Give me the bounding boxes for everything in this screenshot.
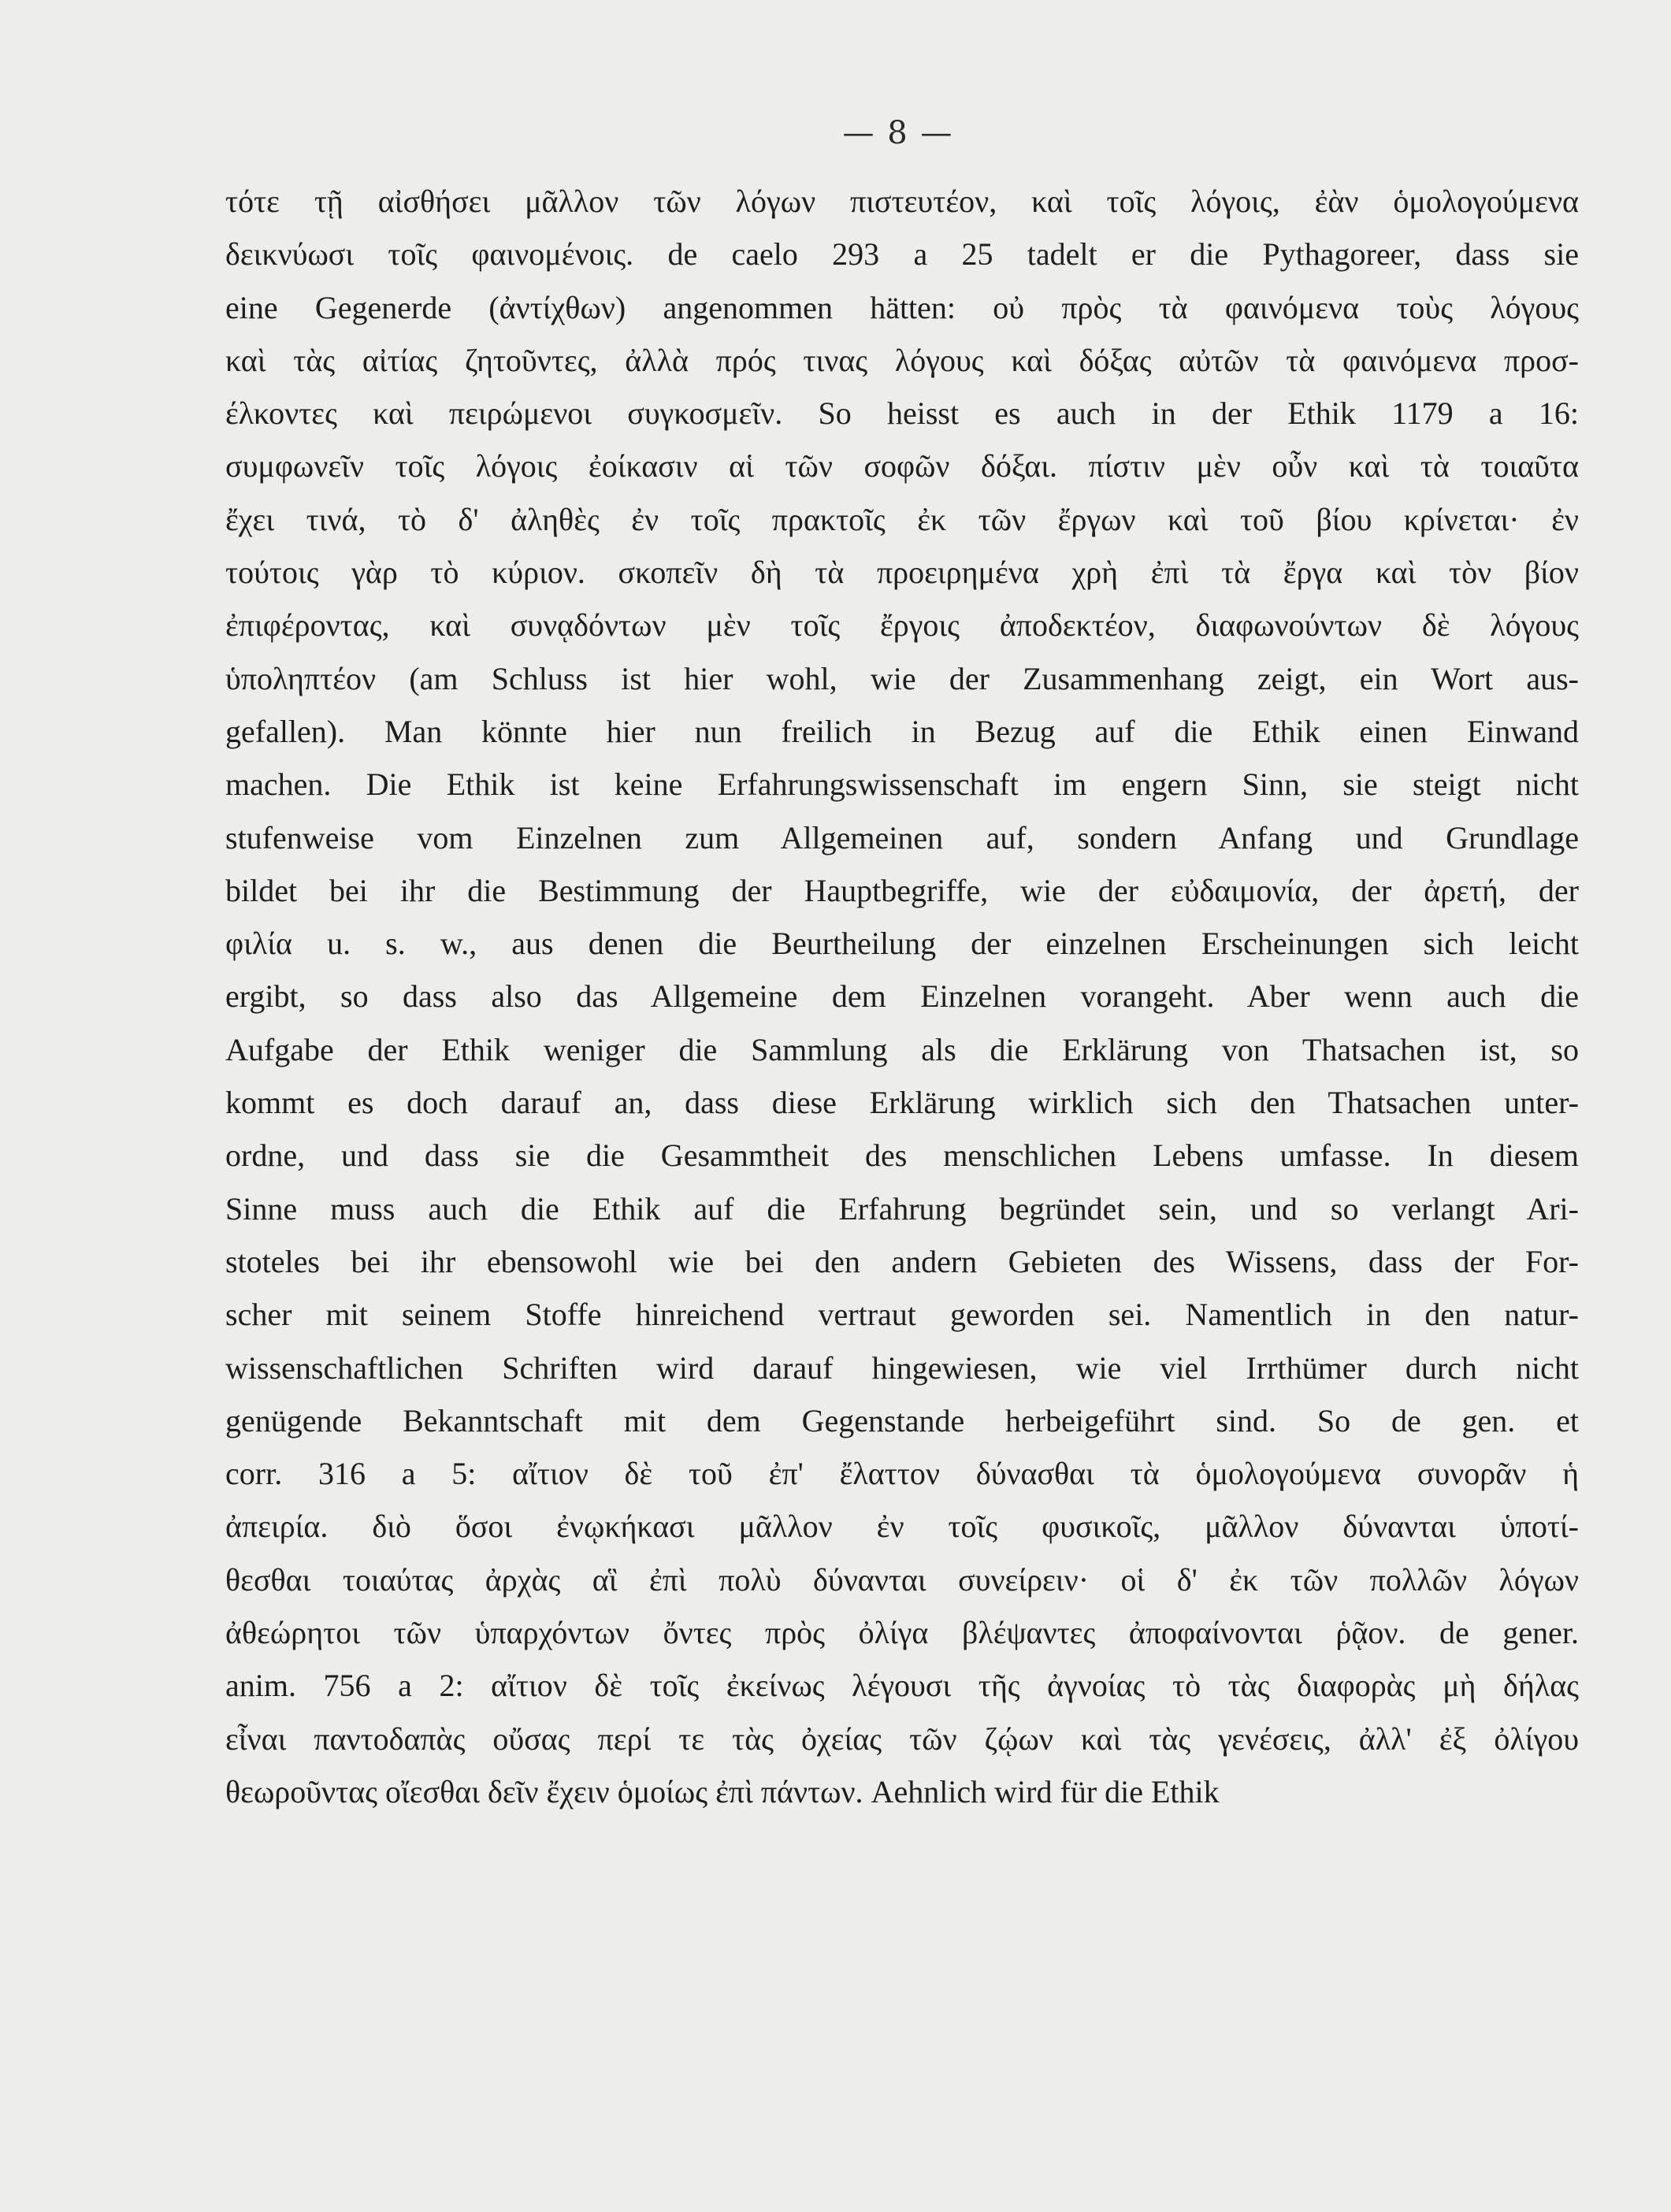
text-line: ἀπειρία. διὸ ὅσοι ἐνῳκήκασι μᾶλλον ἐν τοῖς φυσικοῖς, μᾶλλον δύνανται ὑποτί- — [225, 1509, 1579, 1545]
text-line: bildet bei ihr die Bestimmung der Hauptbegriffe, wie der εὐδαιμονία, der ἀρετή, der — [225, 872, 1579, 908]
text-line: gefallen). Man könnte hier nun freilich in Bezug auf die Ethik einen Einwand — [225, 713, 1579, 749]
text-line: καὶ τὰς αἰτίας ζητοῦντες, ἀλλὰ πρός τινας λόγους καὶ δόξας αὐτῶν τὰ φαινόμενα προσ- — [225, 342, 1579, 378]
text-line: wissenschaftlichen Schriften wird darauf hingewiesen, wie viel Irrthümer durch nicht — [225, 1349, 1579, 1386]
text-line: ὑποληπτέον (am Schluss ist hier wohl, wie der Zusammenhang zeigt, ein Wort aus- — [225, 660, 1579, 696]
text-line: ἀθεώρητοι τῶν ὑπαρχόντων ὄντες πρὸς ὀλίγα βλέψαντες ἀποφαίνονται ῥᾷον. de gener. — [225, 1615, 1579, 1651]
text-line: stoteles bei ihr ebensowohl wie bei den andern Gebieten des Wissens, dass der For- — [225, 1243, 1579, 1279]
text-line: τότε τῇ αἰσθήσει μᾶλλον τῶν λόγων πιστευτέον, καὶ τοῖς λόγοις, ἐὰν ὁμολογούμενα — [225, 184, 1579, 219]
text-line: φιλία u. s. w., aus denen die Beurtheilung der einzelnen Erscheinungen sich leicht — [225, 926, 1579, 962]
text-line: stufenweise vom Einzelnen zum Allgemeinen auf, sondern Anfang und Grundlage — [225, 819, 1579, 855]
page-number: — 8 — — [842, 115, 954, 151]
text-line: anim. 756 a 2: αἴτιον δὲ τοῖς ἐκείνως λέγουσι τῆς ἀγνοίας τὸ τὰς διαφορὰς μὴ δήλας — [225, 1668, 1579, 1704]
text-line: ergibt, so dass also das Allgemeine dem Einzelnen vorangeht. Aber wenn auch die — [225, 978, 1579, 1015]
text-line: θεσθαι τοιαύτας ἀρχὰς αἳ ἐπὶ πολὺ δύνανται συνείρειν· οἱ δ' ἐκ τῶν πολλῶν λόγων — [225, 1561, 1579, 1598]
body-text — [225, 175, 1579, 1818]
text-line: τούτοις γὰρ τὸ κύριον. σκοπεῖν δὴ τὰ προειρημένα χρὴ ἐπὶ τὰ ἔργα καὶ τὸν βίον — [225, 555, 1579, 591]
text-line: συμφωνεῖν τοῖς λόγοις ἐοίκασιν αἱ τῶν σοφῶν δόξαι. πίστιν μὲν οὖν καὶ τὰ τοιαῦτα — [225, 448, 1579, 484]
text-line: kommt es doch darauf an, dass diese Erklärung wirklich sich den Thatsachen unter- — [225, 1085, 1579, 1121]
text-line: Sinne muss auch die Ethik auf die Erfahrung begründet sein, und so verlangt Ari- — [225, 1190, 1579, 1227]
text-line: machen. Die Ethik ist keine Erfahrungswissenschaft im engern Sinn, sie steigt nicht — [225, 766, 1579, 803]
text-line: ἔχει τινά, τὸ δ' ἀληθὲς ἐν τοῖς πρακτοῖς ἐκ τῶν ἔργων καὶ τοῦ βίου κρίνεται· ἐν — [225, 501, 1579, 537]
text-line: έλκοντες καὶ πειρώμενοι συγκοσμεῖν. So heisst es auch in der Ethik 1179 a 16: — [225, 395, 1579, 432]
text-line: ordne, und dass sie die Gesammtheit des menschlichen Lebens umfasse. In diesem — [225, 1138, 1579, 1174]
text-line: scher mit seinem Stoffe hinreichend vertraut geworden sei. Namentlich in den natur- — [225, 1297, 1579, 1333]
text-line: θεωροῦντας οἴεσθαι δεῖν ἔχειν ὁμοίως ἐπὶ πάντων. Aehnlich wird für die Ethik — [225, 1773, 1220, 1809]
text-line: Aufgabe der Ethik weniger die Sammlung als die Erklärung von Thatsachen ist, so — [225, 1031, 1579, 1067]
text-line: εἶναι παντοδαπὰς οὔσας περί τε τὰς ὀχείας τῶν ζῴων καὶ τὰς γενέσεις, ἀλλ' ἐξ ὀλίγου — [225, 1720, 1579, 1757]
text-line: ἐπιφέροντας, καὶ συνᾳδόντων μὲν τοῖς ἔργοις ἀποδεκτέον, διαφωνούντων δὲ λόγους — [225, 607, 1579, 644]
text-line: δεικνύωσι τοῖς φαινομένοις. de caelo 293 a 25 tadelt er die Pythagoreer, dass sie — [225, 236, 1579, 273]
text-line: genügende Bekanntschaft mit dem Gegenstande herbeigeführt sind. So de gen. et — [225, 1402, 1579, 1438]
text-line: corr. 316 a 5: αἴτιον δὲ τοῦ ἐπ' ἔλαττον δύνασθαι τὰ ὁμολογούμενα συνορᾶν ἡ — [225, 1456, 1579, 1492]
text-line: eine Gegenerde (ἀντίχθων) angenommen hätten: οὐ πρὸς τὰ φαινόμενα τοὺς λόγους — [225, 289, 1579, 325]
